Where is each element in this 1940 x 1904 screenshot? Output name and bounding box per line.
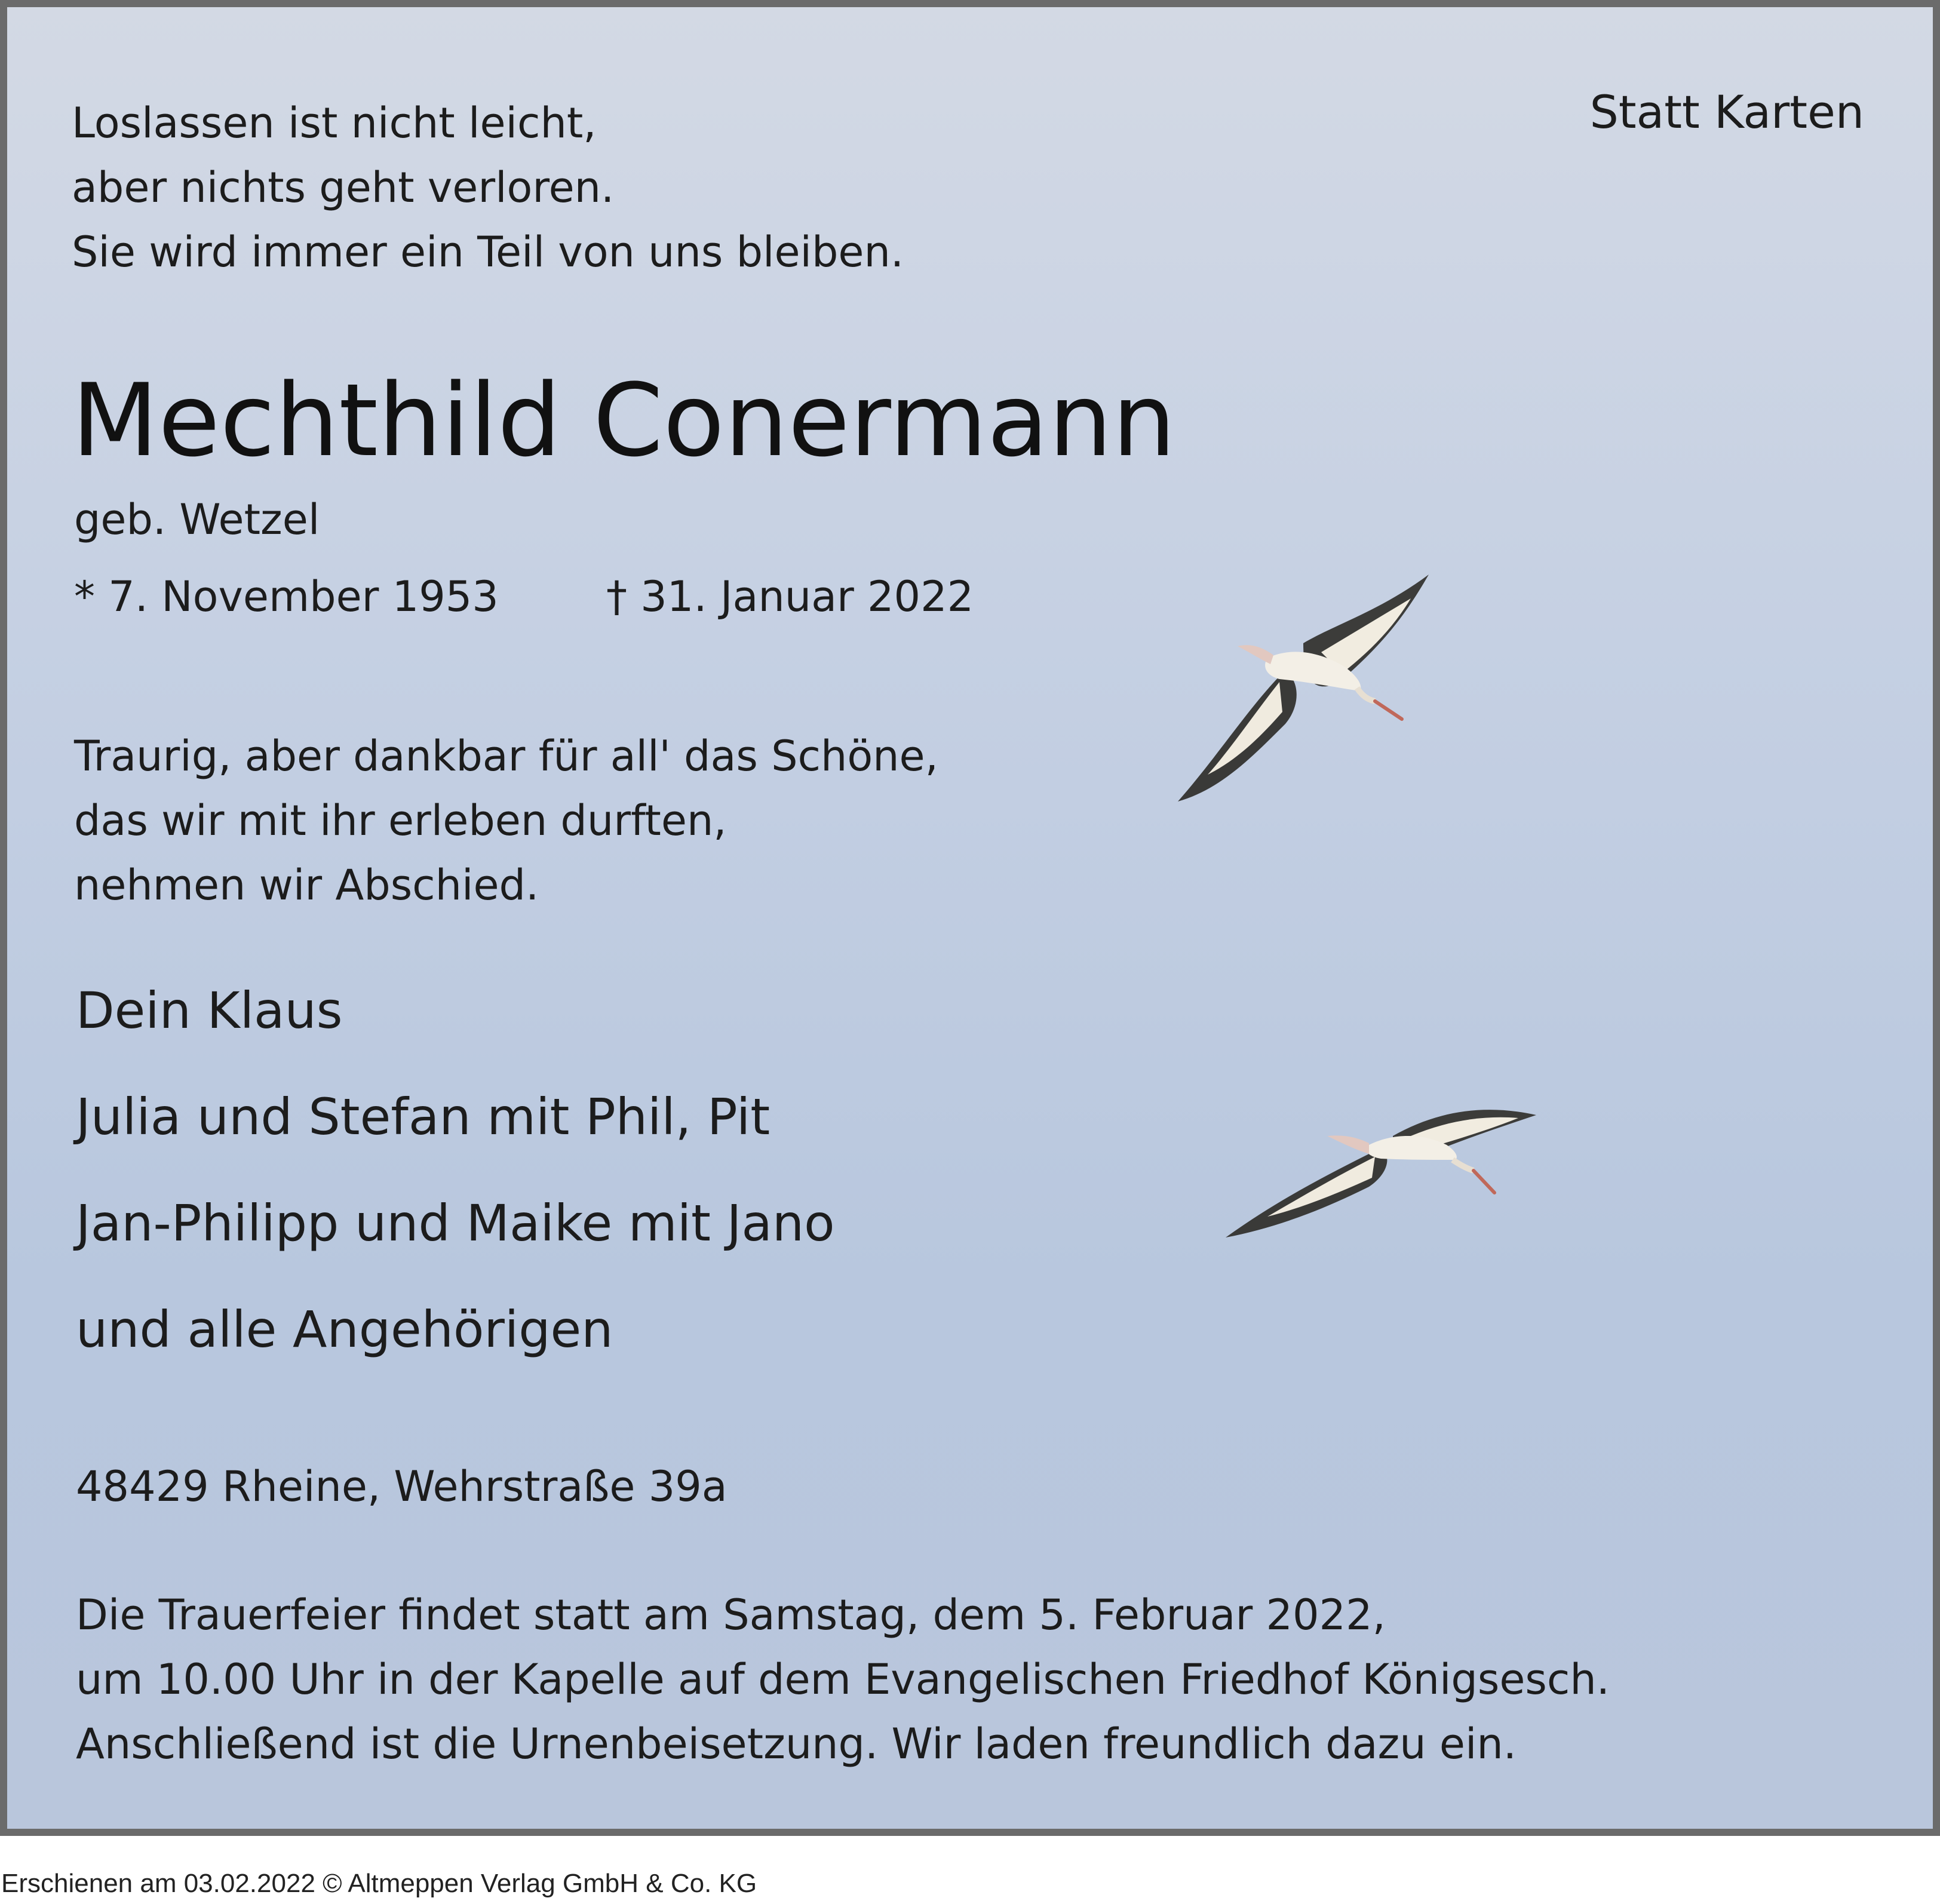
statt-karten: Statt Karten [1589, 85, 1864, 139]
storks-illustration [1130, 563, 1692, 1339]
family-list [76, 981, 835, 1406]
family-member: Jan-Philipp und Maike mit Jano [76, 1194, 835, 1252]
motto [72, 91, 904, 284]
message-line: Traurig, aber dankbar für all' das Schöne, [74, 732, 938, 781]
family-member: Julia und Stefan mit Phil, Pit [76, 1088, 771, 1146]
motto-line: aber nichts geht verloren. [72, 163, 615, 212]
maiden-name: geb. Wetzel [74, 495, 320, 544]
service-line: um 10.00 Uhr in der Kapelle auf dem Evangelischen Friedhof Königsesch. [76, 1655, 1610, 1704]
service-line: Die Trauerfeier findet statt am Samstag, dem 5. Februar 2022, [76, 1590, 1386, 1639]
family-member: Dein Klaus [76, 981, 343, 1040]
service-info [76, 1583, 1610, 1776]
address: 48429 Rheine, Wehrstraße 39a [76, 1462, 728, 1511]
motto-line: Sie wird immer ein Teil von uns bleiben. [72, 228, 904, 277]
farewell-message [74, 724, 938, 917]
stork-lower [1226, 1110, 1536, 1237]
message-line: nehmen wir Abschied. [74, 861, 539, 910]
service-line: Anschließend ist die Urnenbeisetzung. Wir laden freundlich dazu ein. [76, 1719, 1517, 1768]
motto-line: Loslassen ist nicht leicht, [72, 99, 597, 148]
family-member: und alle Angehörigen [76, 1300, 613, 1359]
message-line: das wir mit ihr erleben durften, [74, 796, 727, 845]
publication-footer: Erschienen am 03.02.2022 © Altmeppen Verlag GmbH & Co. KG [1, 1869, 757, 1898]
stork-upper [1178, 575, 1429, 801]
death-date: † 31. Januar 2022 [606, 572, 974, 621]
birth-date: * 7. November 1953 [74, 572, 499, 621]
deceased-name: Mechthild Conermann [72, 362, 1176, 479]
